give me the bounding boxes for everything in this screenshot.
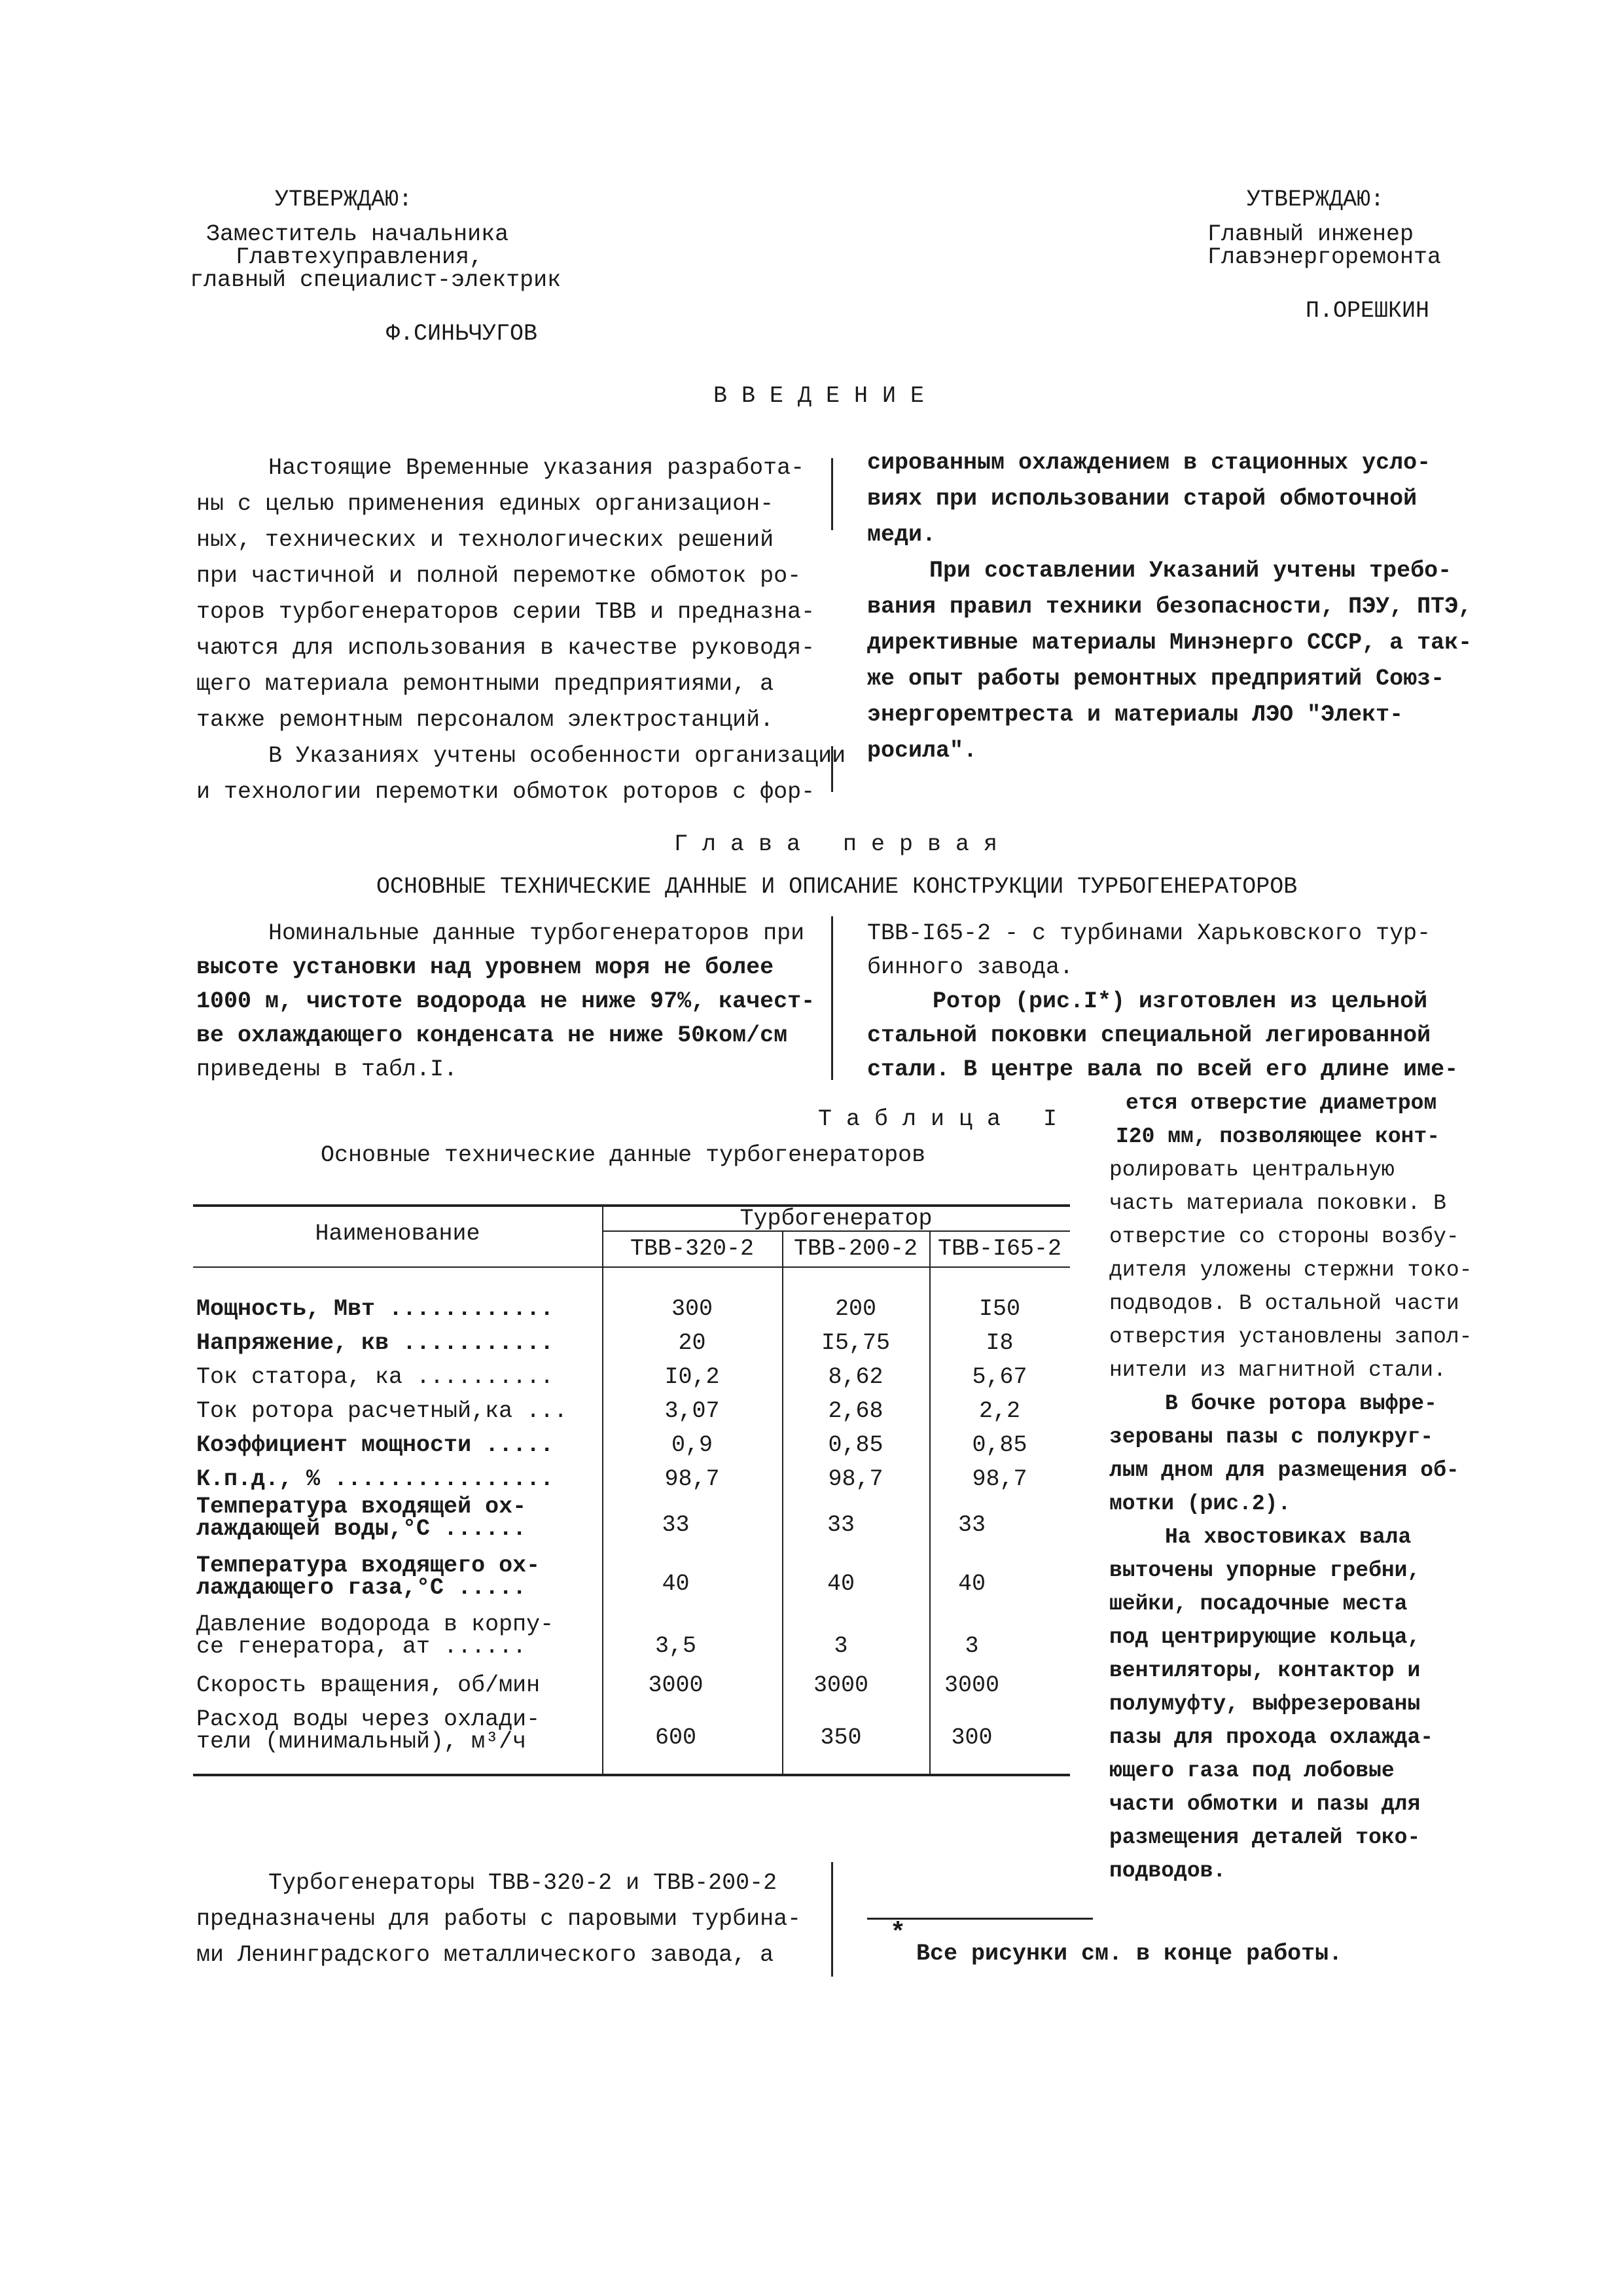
column-divider: [831, 1862, 833, 1977]
row-name: Давление водорода в корпу-: [196, 1611, 554, 1638]
cell: 33: [827, 1512, 855, 1538]
row-name: Мощность, Мвт ............: [196, 1296, 554, 1322]
side-line: ролировать центральную: [1109, 1158, 1395, 1182]
chapter-left-line: высоте установки над уровнем моря не более: [196, 954, 774, 980]
side-line: часть материала поковки. В: [1109, 1191, 1446, 1215]
side-line: отверстие со стороны возбу-: [1109, 1225, 1459, 1249]
table-label: Таблица I: [818, 1106, 1072, 1132]
cell: I5,75: [821, 1330, 891, 1356]
footnote-mark: *: [890, 1919, 906, 1948]
intro-right-line: сированным охлаждением в стационных усло-: [867, 450, 1431, 476]
approval-left-signature: Ф.СИНЬЧУГОВ: [386, 321, 538, 347]
side-line: В бочке ротора выфре-: [1165, 1391, 1437, 1416]
bottom-left-column: [196, 1865, 801, 1973]
cell: I50: [978, 1296, 1020, 1322]
side-line: подводов. В остальной части: [1109, 1291, 1459, 1316]
cell: I0,2: [664, 1364, 720, 1390]
table-header-border: [193, 1266, 1070, 1268]
side-line: шейки, посадочные места: [1109, 1592, 1408, 1616]
intro-left-line: чаются для использования в качестве руководя-: [196, 635, 815, 661]
row-name: Температура входящей ох-: [196, 1494, 527, 1520]
intro-right-line: же опыт работы ремонтных предприятий Союз-: [867, 666, 1445, 692]
chapter-side-column: [1109, 1086, 1472, 1888]
cell: 0,9: [671, 1432, 713, 1458]
cell: 40: [957, 1571, 986, 1597]
bottom-left-line: Турбогенераторы ТВВ-320-2 и ТВВ-200-2: [268, 1870, 777, 1896]
cell: 40: [827, 1571, 855, 1597]
row-name: лаждающей воды,°С ......: [196, 1516, 527, 1542]
approval-right-line2: Главэнергоремонта: [1207, 244, 1442, 270]
cell: 3: [834, 1633, 848, 1659]
chapter-title: ОСНОВНЫЕ ТЕХНИЧЕСКИЕ ДАННЫЕ И ОПИСАНИЕ КОНСТРУКЦИИ ТУРБОГЕНЕРАТОРОВ: [376, 874, 1298, 900]
cell: 2,68: [828, 1398, 883, 1424]
table-bottom-border: [193, 1774, 1070, 1776]
intro-left-line: ны с целью применения единых организацион-: [196, 491, 774, 517]
side-line: зерованы пазы с полукруг-: [1109, 1425, 1434, 1449]
cell: 3: [965, 1633, 979, 1659]
side-line: подводов.: [1109, 1859, 1226, 1883]
cell: 98,7: [828, 1466, 883, 1492]
chapter-right-column: [867, 916, 1458, 1086]
cell: 0,85: [972, 1432, 1027, 1458]
header-model: ТВВ-200-2: [793, 1236, 918, 1262]
row-name: К.п.д., % ................: [196, 1466, 554, 1492]
header-name: Наименование: [315, 1221, 480, 1247]
intro-left-line: при частичной и полной перемотке обмоток ро-: [196, 563, 802, 589]
header-group: Турбогенератор: [740, 1206, 933, 1232]
cell: 200: [834, 1296, 876, 1322]
intro-right-line: меди.: [867, 522, 936, 548]
row-name: Температура входящего ох-: [196, 1552, 541, 1579]
row-name: Скорость вращения, об/мин: [196, 1672, 541, 1698]
cell: 40: [662, 1571, 690, 1597]
row-name: Расход воды через охлади-: [196, 1706, 541, 1732]
intro-right-line: энергоремтреста и материалы ЛЭО "Элект-: [867, 702, 1404, 728]
approval-right-line1: Главный инженер: [1207, 221, 1414, 247]
intro-left-line: щего материала ремонтными предприятиями, а: [196, 671, 774, 697]
chapter-left-column: [196, 916, 815, 1086]
header-model: ТВВ-I65-2: [937, 1236, 1062, 1262]
side-line: лым дном для размещения об-: [1109, 1458, 1459, 1482]
cell: 3000: [944, 1672, 999, 1698]
cell: 20: [678, 1330, 706, 1356]
column-divider: [831, 916, 833, 1080]
row-name: Напряжение, кв ...........: [196, 1330, 554, 1356]
cell: 98,7: [664, 1466, 720, 1492]
chapter-left-line: Номинальные данные турбогенераторов при: [268, 920, 805, 946]
intro-right-line: виях при использовании старой обмоточной: [867, 486, 1418, 512]
intro-right-line: вания правил техники безопасности, ПЭУ, ПТЭ,: [867, 594, 1472, 620]
row-name: Ток ротора расчетный,ка ...: [196, 1398, 568, 1424]
chapter-left-line: ве охлаждающего конденсата не ниже 50ком/см: [196, 1022, 788, 1049]
intro-left-line: также ремонтным персоналом электростанций.: [196, 707, 774, 733]
row-name: Ток статора, ка ..........: [196, 1364, 554, 1390]
chapter-right-line: бинного завода.: [867, 954, 1074, 980]
cell: 8,62: [828, 1364, 883, 1390]
cell: I8: [986, 1330, 1014, 1356]
chapter-right-line: Ротор (рис.I*) изготовлен из цельной: [933, 988, 1428, 1014]
intro-left-line: торов турбогенераторов серии ТВВ и предназна-: [196, 599, 815, 625]
cell: 33: [662, 1512, 690, 1538]
bottom-left-line: предназначены для работы с паровыми турбина-: [196, 1906, 802, 1932]
chapter-right-line: стали. В центре вала по всей его длине име-: [867, 1056, 1459, 1083]
cell: 600: [654, 1725, 696, 1751]
tech-table: [193, 1204, 1070, 1793]
row-name: се генератора, ат ......: [196, 1634, 527, 1660]
intro-right-line: директивные материалы Минэнерго СССР, а так-: [867, 630, 1472, 656]
approval-left-line3: главный специалист-электрик: [190, 267, 562, 293]
row-name: лаждающего газа,°С .....: [196, 1575, 527, 1601]
cell: 350: [820, 1725, 862, 1751]
intro-right-line: При составлении Указаний учтены требо-: [929, 558, 1452, 584]
cell: 3000: [648, 1672, 704, 1698]
row-name: тели (минимальный), м³/ч: [196, 1729, 527, 1755]
side-line: ется отверстие диаметром: [1126, 1091, 1437, 1115]
cell: 2,2: [978, 1398, 1020, 1424]
side-line: ющего газа под лобовые: [1109, 1759, 1395, 1783]
chapter-heading: Глава первая: [674, 831, 1012, 857]
intro-left-line: В Указаниях учтены особенности организации: [268, 743, 846, 769]
row-name: Коэффициент мощности .....: [196, 1432, 554, 1458]
chapter-right-line: стальной поковки специальной легированной: [867, 1022, 1431, 1049]
column-divider: [831, 458, 833, 530]
footnote-text: Все рисунки см. в конце работы.: [916, 1941, 1343, 1967]
table-caption: Основные технические данные турбогенераторов: [321, 1142, 926, 1168]
bottom-left-line: ми Ленинградского металлического завода, а: [196, 1942, 774, 1968]
chapter-left-line: 1000 м, чистоте водорода не ниже 97%, качест-: [196, 988, 815, 1014]
approval-right-signature: П.ОРЕШКИН: [1306, 298, 1430, 324]
intro-left-column: [196, 450, 846, 810]
cell: 300: [951, 1725, 993, 1751]
side-line: пазы для прохода охлажда-: [1109, 1725, 1434, 1749]
header-model: ТВВ-320-2: [630, 1236, 755, 1262]
side-line: I20 мм, позволяющее конт-: [1116, 1124, 1440, 1149]
side-line: дителя уложены стержни токо-: [1109, 1258, 1472, 1282]
intro-left-line: и технологии перемотки обмоток роторов с фор-: [196, 779, 815, 805]
chapter-right-line: ТВВ-I65-2 - с турбинами Харьковского тур-: [867, 920, 1431, 946]
cell: 33: [957, 1512, 986, 1538]
side-line: выточены упорные гребни,: [1109, 1558, 1421, 1583]
side-line: мотки (рис.2).: [1109, 1492, 1291, 1516]
side-line: полумуфту, выфрезерованы: [1109, 1692, 1421, 1716]
approval-left-line2: Главтехуправления,: [236, 244, 484, 270]
side-line: под центрирующие кольца,: [1109, 1625, 1421, 1649]
side-line: На хвостовиках вала: [1165, 1525, 1412, 1549]
cell: 0,85: [828, 1432, 883, 1458]
side-line: отверстия установлены запол-: [1109, 1325, 1472, 1349]
side-line: части обмотки и пазы для: [1109, 1792, 1421, 1816]
chapter-left-line: приведены в табл.I.: [196, 1056, 458, 1083]
side-line: нители из магнитной стали.: [1109, 1358, 1446, 1382]
intro-right-column: [867, 445, 1472, 769]
intro-left-line: Настоящие Временные указания разработа-: [268, 455, 805, 481]
cell: 3,5: [654, 1633, 696, 1659]
side-line: вентиляторы, контактор и: [1109, 1659, 1421, 1683]
intro-heading: ВВЕДЕНИЕ: [713, 383, 939, 409]
approval-left-line1: Заместитель начальника: [206, 221, 509, 247]
cell: 5,67: [972, 1364, 1027, 1390]
approval-right-heading: УТВЕРЖДАЮ:: [1247, 187, 1385, 213]
approval-left-heading: УТВЕРЖДАЮ:: [275, 187, 413, 213]
intro-left-line: ных, технических и технологических решений: [196, 527, 774, 553]
cell: 3,07: [664, 1398, 720, 1424]
column-divider: [831, 746, 833, 792]
cell: 3000: [813, 1672, 868, 1698]
cell: 300: [671, 1296, 713, 1322]
cell: 98,7: [972, 1466, 1027, 1492]
intro-right-line: росила".: [867, 738, 978, 764]
side-line: размещения деталей токо-: [1109, 1825, 1421, 1850]
